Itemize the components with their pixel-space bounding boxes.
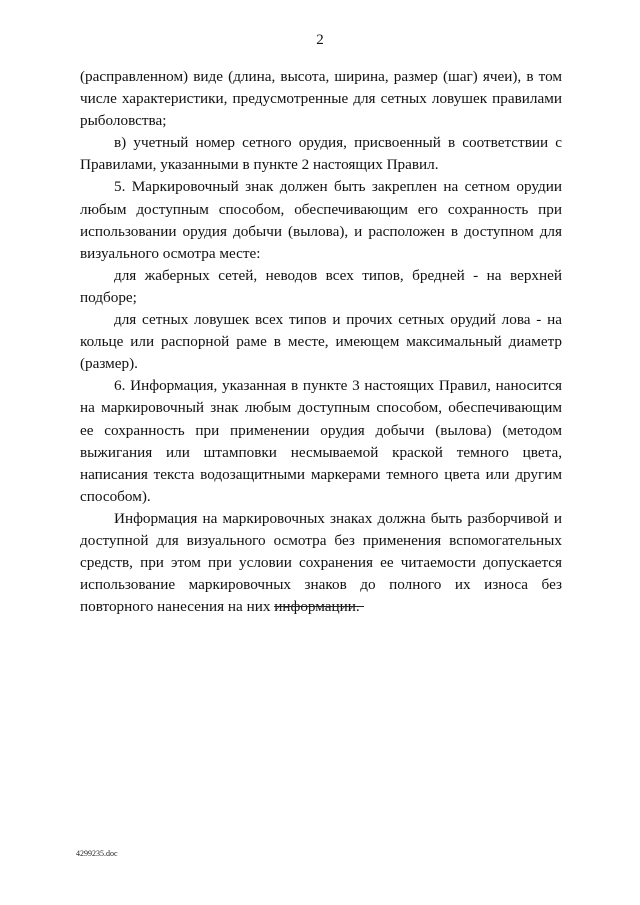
end-separator-line xyxy=(274,606,364,607)
paragraph-continuation: (расправленном) виде (длина, высота, ширина, размер (шаг) ячеи), в том числе характеристики, предусмотренные для сетных ловушек правилами рыболовства; xyxy=(80,68,562,130)
paragraph-6: 6. Информация, указанная в пункте 3 настоящих Правил, наносится на маркировочный знак любым доступным способом, обеспечивающим ее сохранность при применении орудия добычи (вылова) (методом выжигания или штамповки несмываемой краской темного цвета, написания текста водозащитными маркерами темного цвета или другим способом). xyxy=(80,377,562,505)
document-body xyxy=(80,66,562,618)
page-number: 2 xyxy=(316,32,324,48)
paragraph-item-v: в) учетный номер сетного орудия, присвоенный в соответствии с Правилами, указанными в пункте 2 настоящих Правил. xyxy=(80,134,562,174)
paragraph-net-traps: для сетных ловушек всех типов и прочих сетных орудий лова - на кольце или распорной раме в месте, имеющем максимальный диаметр (размер). xyxy=(80,311,562,373)
paragraph-readability: Информация на маркировочных знаках должна быть разборчивой и доступной для визуального осмотра без применения вспомогательных средств, при этом при условии сохранения ее читаемости допускается использование маркировочных знаков до полного их износа без повторного нанесения на них информации. xyxy=(80,509,562,616)
paragraph-gill-nets: для жаберных сетей, неводов всех типов, бредней - на верхней подборе; xyxy=(80,266,562,306)
paragraph-5: 5. Маркировочный знак должен быть закреплен на сетном орудии любым доступным способом, обеспечивающим его сохранность при использовании орудия добычи (вылова), и расположен в доступном для визуального осмотра месте: xyxy=(80,178,562,262)
document-filename: 4299235.doc xyxy=(76,849,118,858)
